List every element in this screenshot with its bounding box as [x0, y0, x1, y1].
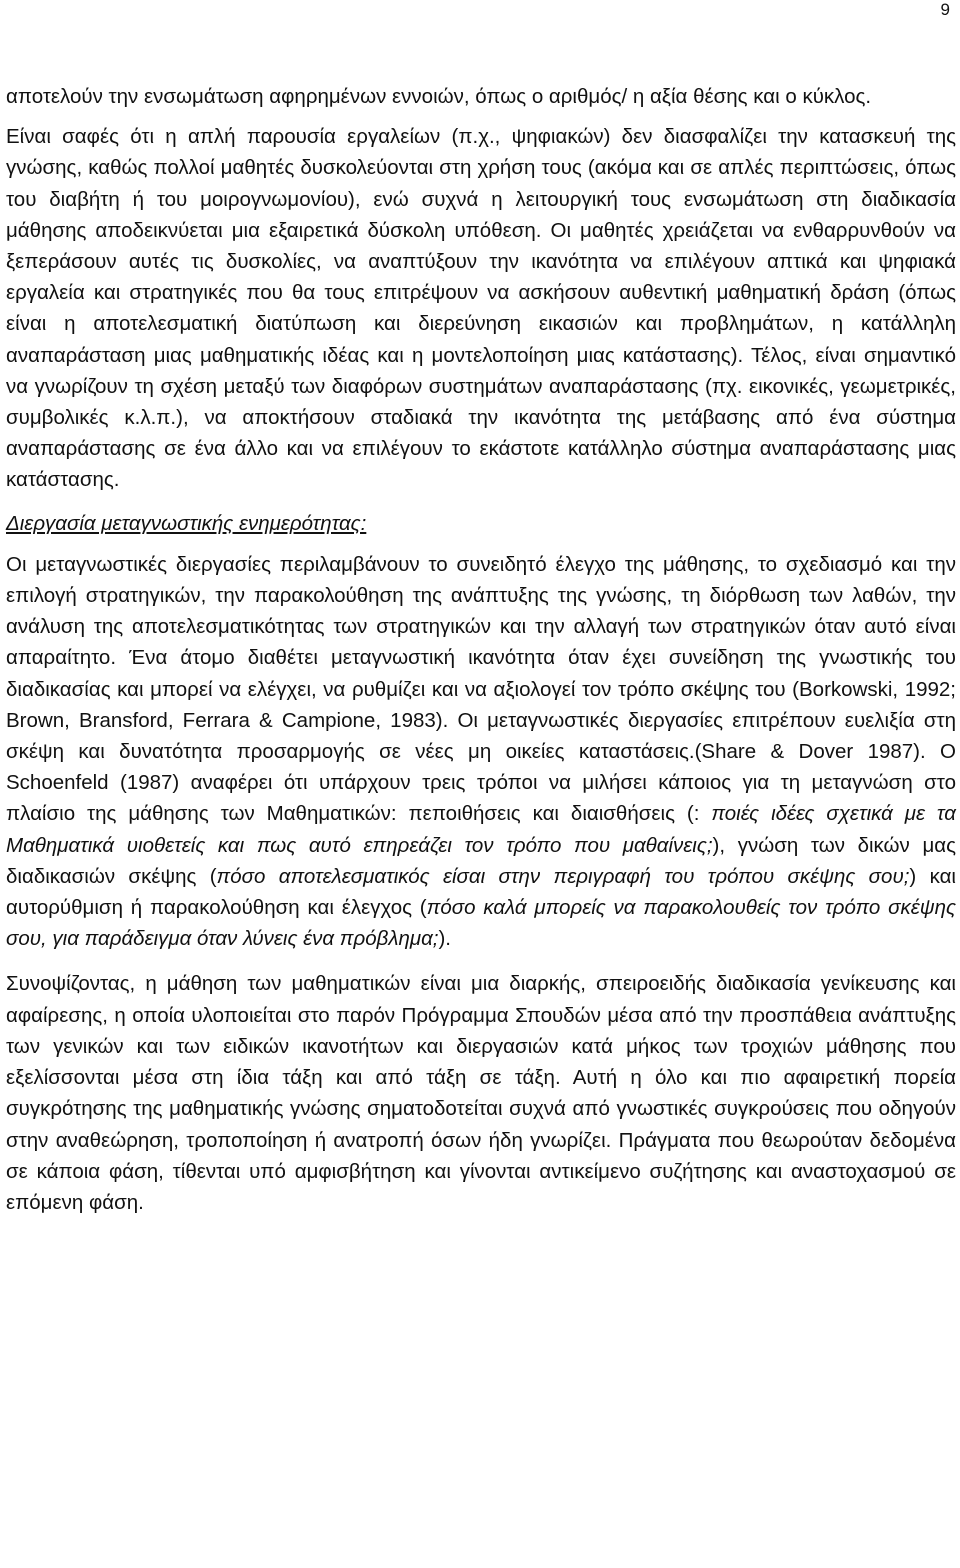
metacognition-italic-question: πόσο καλά μπορείς να παρακολουθείς τον τρόπο σκέψης σου, για παράδειγμα όταν λύνεις ένα πρόβλημα; — [6, 896, 957, 951]
metacognition-italic-question: πόσο αποτελεσματικός είσαι στην περιγραφή του τρόπου σκέψης σου; — [216, 864, 910, 888]
metacognition-text: ) και αυτορύθμιση ή παρακολούθηση και έλεγχος ( — [6, 864, 956, 920]
tools-paragraph: Είναι σαφές ότι η απλή παρουσία εργαλείων (π.χ., ψηφιακών) δεν διασφαλίζει την κατασκευή της γνώσης, καθώς πολλοί μαθητές δυσκολεύονται στη χρήση τους (ακόμα και σε απλές περιπτώσεις, όπως του διαβήτη ή του μοιρογνωμονίου), ενώ συχνά η λειτουργική τους ενσωμάτωση στη διαδικασία μάθησης αποδεικνύεται μια εξαιρετικά δύσκολη υπόθεση. Οι μαθητές χρειάζεται να ενθαρρυνθούν να ξεπεράσουν αυτές τις δυσκολίες, να αναπτύξουν την ικανότητα να επιλέγουν απτικά και ψηφιακά εργαλεία και στρατηγικές που θα τους επιτρέψουν να ασκήσουν αυθεντική μαθηματική δράση (όπως είναι η αποτελεσματική διατύπωση και διερεύνηση εικασιών και προβλημάτων, η κατάλληλη αναπαράσταση μιας μαθηματικής ιδέας και η μοντελοποίηση μιας κατάστασης). Τέλος, είναι σημαντικό να γνωρίζουν τη σχέση μεταξύ των διαφόρων συστημάτων αναπαράστασης (πχ. εικονικές, γεωμετρικές, συμβολικές κ.λ.π.), να αποκτήσουν σταδιακά την ικανότητα της μετάβασης από ένα σύστημα αναπαράστασης σε ένα άλλο και να επιλέγουν το εκάστοτε κατάλληλο σύστημα αναπαράστασης μιας κατάστασης. — [6, 125, 956, 492]
metacognition-text: Οι μεταγνωστικές διεργασίες περιλαμβάνουν το συνειδητό έλεγχο της μάθησης, το σχεδιασμό και την επιλογή στρατηγικών, την παρακολούθηση της ανάπτυξης της γνώσης, τη διόρθωση των λαθών, την ανάλυση της αποτελεσματικότητας των στρατηγικών και την αλλαγή των στρατηγικών όταν αυτό είναι απαραίτητο. Ένα άτομο διαθέτει μεταγνωστική ικανότητα όταν έχει συνείδηση της γνωστικής του διαδικασίας και μπορεί να ελέγχει, να ρυθμίζει και να αξιολογεί τον τρόπο σκέψης του (Borkowski, 1992; Brown, Bransford, Ferrara & Campione, 1983). Οι μεταγνωστικές διεργασίες επιτρέπουν ευελιξία στη σκέψη και δυνατότητα προσαρμογής σε νέες μη οικείες καταστάσεις.(Share & Dover 1987). Ο Schoenfeld (1987) αναφέρει ότι υπάρχουν τρεις τρόποι να μιλήσει κάποιος για τη μεταγνώση στο πλαίσιο της μάθησης των Μαθηματικών: πεποιθήσεις και διαισθήσεις (: — [6, 552, 956, 826]
section-heading: Διεργασία μεταγνωστικής ενημερότητας: — [6, 511, 367, 535]
page-number: 9 — [940, 0, 950, 19]
metacognition-text: ). — [438, 927, 452, 951]
metacognition-text: ), γνώση των δικών μας διαδικασιών σκέψης ( — [6, 833, 956, 888]
metacognition-paragraph — [6, 549, 956, 955]
document-body — [6, 81, 956, 1218]
intro-paragraph: αποτελούν την ενσωμάτωση αφηρημένων εννοιών, όπως ο αριθμός/ η αξία θέσης και ο κύκλος. — [6, 85, 872, 108]
metacognition-italic-question: ποιές ιδέες σχετικά με τα Μαθηματικά υιοθετείς και πως αυτό επηρεάζει τον τρόπο που μαθαίνεις; — [6, 802, 957, 857]
summary-paragraph: Συνοψίζοντας, η μάθηση των μαθηματικών είναι μια διαρκής, σπειροειδής διαδικασία γενίκευσης και αφαίρεσης, η οποία υλοποιείται στο παρόν Πρόγραμμα Σπουδών μέσα από την προσπάθεια ανάπτυξης των γενικών και των ειδικών ικανοτήτων και διεργασιών κατά μήκος των τροχιών μάθησης που εξελίσσονται μέσα στη ίδια τάξη και από τάξη σε τάξη. Αυτή η όλο και πιο αφαιρετική πορεία συγκρότησης της μαθηματικής γνώσης σηματοδοτείται συχνά από γνωστικές συγκρούσεις που οδηγούν στην αναθεώρηση, τροποποίηση ή ανατροπή όσων ήδη γνωρίζει. Πράγματα που θεωρούταν δεδομένα σε κάποια φάση, τίθενται υπό αμφισβήτηση και γίνονται αντικείμενο συζήτησης και αναστοχασμού σε επόμενη φάση. — [6, 972, 956, 1214]
